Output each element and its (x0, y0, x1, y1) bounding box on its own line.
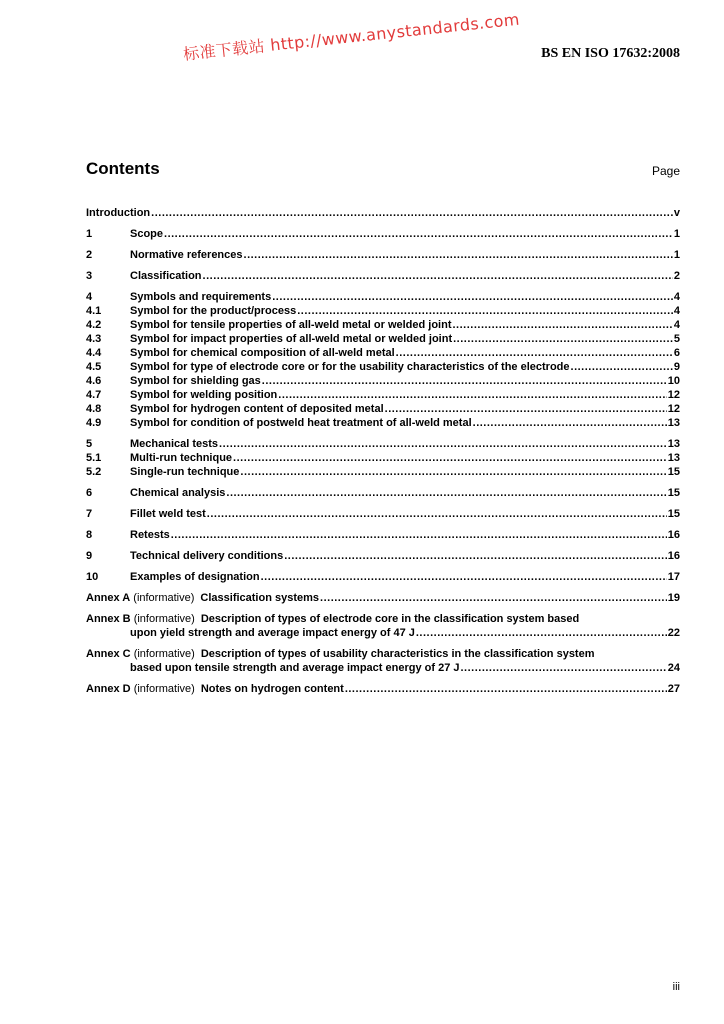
annex-title: Description of types of electrode core in the classification system based (200, 613, 580, 625)
annex-type: (informative) (133, 592, 195, 604)
toc-entry[interactable] (86, 318, 680, 332)
annex-title-continued: upon yield strength and average impact energy of 47 J (130, 627, 415, 639)
toc-entry-introduction[interactable] (86, 206, 680, 220)
toc-entry[interactable] (86, 402, 680, 416)
annex-page: 27 (667, 683, 680, 695)
toc-entry-number: 1 (86, 228, 93, 240)
toc-entry[interactable] (86, 486, 680, 500)
annex-type: (informative) (133, 613, 195, 625)
toc-entry-number: 4 (86, 291, 93, 303)
toc-entry-number: 4.3 (86, 333, 102, 345)
toc-entry[interactable] (86, 437, 680, 451)
toc-entry-title: Classification (130, 270, 202, 282)
toc-annex-c[interactable] (86, 647, 680, 675)
toc-annex-a[interactable] (86, 591, 680, 605)
toc-entry[interactable] (86, 227, 680, 241)
toc-entry-number: 3 (86, 270, 93, 282)
toc-entry-page: 13 (667, 452, 680, 464)
toc-entry-number: 7 (86, 508, 93, 520)
annex-page: 24 (667, 662, 680, 674)
toc-entry[interactable] (86, 451, 680, 465)
toc-entry[interactable] (86, 346, 680, 360)
toc-entry-number: 4.4 (86, 347, 102, 359)
toc-entry[interactable] (86, 360, 680, 374)
page-title: Contents (86, 159, 160, 178)
toc-entry[interactable] (86, 374, 680, 388)
toc-entry-page: 12 (667, 403, 680, 415)
toc-entry-page: 1 (673, 228, 680, 240)
toc-entry-title: Single-run technique (130, 466, 240, 478)
toc-entry-number: 4.2 (86, 319, 102, 331)
toc-entry-title: Symbol for welding position (130, 389, 278, 401)
toc-entry-page: 16 (667, 529, 680, 541)
annex-label: Annex C (86, 648, 131, 660)
toc-entry-number: 5.2 (86, 466, 102, 478)
toc-entry-page: 4 (673, 305, 680, 317)
toc-entry-number: 10 (86, 571, 99, 583)
toc-entry-title: Symbol for condition of postweld heat treatment of all-weld metal (130, 417, 472, 429)
annex-label: Annex D (86, 683, 131, 695)
annex-type: (informative) (133, 683, 195, 695)
toc-entry-title: Symbol for impact properties of all-weld metal or welded joint (130, 333, 453, 345)
table-of-contents (86, 206, 680, 696)
toc-entry-number: 8 (86, 529, 93, 541)
toc-entry-number: 4.8 (86, 403, 102, 415)
toc-entry[interactable] (86, 465, 680, 479)
toc-entry-title: Retests (130, 529, 170, 541)
toc-entry-number: 5.1 (86, 452, 102, 464)
toc-entry-page: 5 (673, 333, 680, 345)
toc-entry-number: 4.6 (86, 375, 102, 387)
annex-label: Annex B (86, 613, 131, 625)
toc-entry[interactable] (86, 528, 680, 542)
toc-entry-page: 16 (667, 550, 680, 562)
toc-entry-title: Chemical analysis (130, 487, 226, 499)
toc-entry-title: Mechanical tests (130, 438, 219, 450)
toc-entry[interactable] (86, 570, 680, 584)
toc-entry-page: 12 (667, 389, 680, 401)
toc-entry-page: 15 (667, 508, 680, 520)
toc-entry-number: 4.5 (86, 361, 102, 373)
annex-title: Classification systems (200, 592, 320, 604)
annex-title: Notes on hydrogen content (200, 683, 344, 695)
annex-page: 22 (667, 627, 680, 639)
page-column-label: Page (651, 164, 680, 178)
annex-page: 19 (667, 592, 680, 604)
toc-entry-page: 15 (667, 466, 680, 478)
toc-entry-title: Scope (130, 228, 164, 240)
toc-entry-number: 4.7 (86, 389, 102, 401)
toc-entry-title: Examples of designation (130, 571, 260, 583)
toc-entry-page: 13 (667, 438, 680, 450)
toc-entry[interactable] (86, 304, 680, 318)
annex-type: (informative) (133, 648, 195, 660)
toc-entry-page: 6 (673, 347, 680, 359)
toc-entry-title: Multi-run technique (130, 452, 233, 464)
toc-entry-page: 17 (667, 571, 680, 583)
toc-entry-page: 4 (673, 291, 680, 303)
watermark-text: 标准下载站 http://www.anystandards.com (182, 9, 521, 64)
toc-entry-page: 2 (673, 270, 680, 282)
toc-entry-page: 1 (673, 249, 680, 261)
toc-entry[interactable] (86, 388, 680, 402)
toc-entry-number: 4.1 (86, 305, 102, 317)
toc-entry-number: 9 (86, 550, 93, 562)
toc-annex-b[interactable] (86, 612, 680, 640)
toc-entry[interactable] (86, 269, 680, 283)
toc-entry[interactable] (86, 416, 680, 430)
toc-entry-title: Symbols and requirements (130, 291, 272, 303)
toc-entry-title: Fillet weld test (130, 508, 206, 520)
page-number: iii (672, 981, 680, 993)
toc-entry-title: Technical delivery conditions (130, 550, 284, 562)
annex-label: Annex A (86, 592, 131, 604)
toc-entry[interactable] (86, 290, 680, 304)
toc-entry-title: Normative references (130, 249, 243, 261)
annex-title-continued: based upon tensile strength and average impact energy of 27 J (130, 662, 460, 674)
toc-entry-title: Symbol for type of electrode core or for the usability characteristics of the electrode (130, 361, 570, 373)
toc-entry[interactable] (86, 507, 680, 521)
toc-entry-title: Introduction (86, 207, 151, 219)
toc-entry[interactable] (86, 332, 680, 346)
toc-entry-page: 15 (667, 487, 680, 499)
toc-entry-number: 4.9 (86, 417, 102, 429)
toc-entry-page: 9 (673, 361, 680, 373)
toc-entry-page: 10 (667, 375, 680, 387)
toc-entry-title: Symbol for tensile properties of all-weld metal or welded joint (130, 319, 452, 331)
toc-entry-title: Symbol for the product/process (130, 305, 297, 317)
toc-annex-d[interactable] (86, 682, 680, 696)
toc-entry-page: 4 (673, 319, 680, 331)
toc-entry[interactable] (86, 248, 680, 262)
toc-entry-title: Symbol for hydrogen content of deposited metal (130, 403, 384, 415)
toc-entry-number: 2 (86, 249, 93, 261)
toc-entry-title: Symbol for shielding gas (130, 375, 261, 387)
annex-title: Description of types of usability characteristics in the classification system (200, 648, 595, 660)
toc-entry-page: 13 (667, 417, 680, 429)
toc-entry-number: 6 (86, 487, 93, 499)
toc-entry[interactable] (86, 549, 680, 563)
toc-entry-page: v (673, 207, 680, 219)
standard-number: BS EN ISO 17632:2008 (541, 46, 680, 61)
toc-entry-title: Symbol for chemical composition of all-weld metal (130, 347, 395, 359)
toc-entry-number: 5 (86, 438, 93, 450)
